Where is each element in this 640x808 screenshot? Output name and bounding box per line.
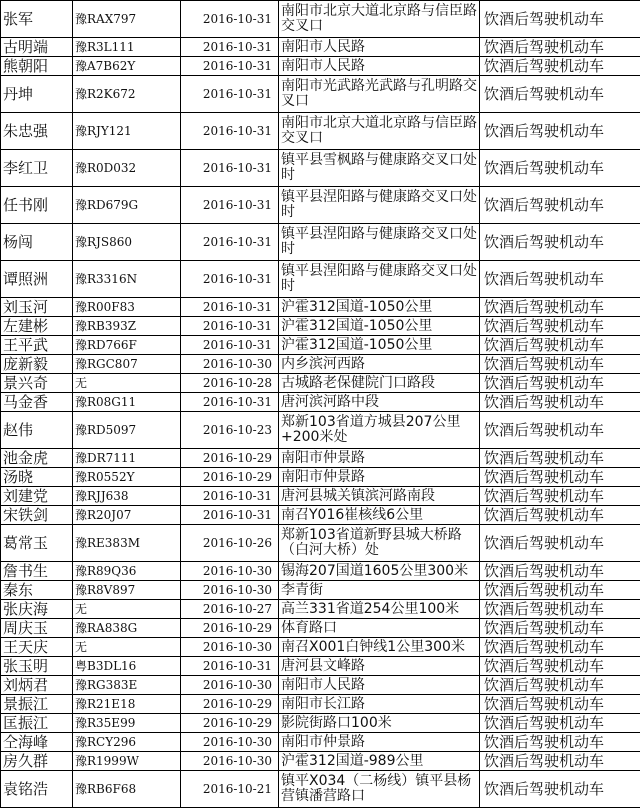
violation-type-cell: 饮酒后驾驶机动车	[480, 298, 640, 317]
location-cell: 唐河滨河路中段	[279, 393, 480, 412]
driver-name-cell: 袁铭浩	[1, 771, 73, 808]
violation-type-cell: 饮酒后驾驶机动车	[480, 562, 640, 581]
plate-number-cell: 豫R8V897	[73, 581, 181, 600]
table-row	[1, 619, 640, 638]
driver-name-cell: 刘炳君	[1, 676, 73, 695]
violation-date-cell: 2016-10-31	[181, 113, 279, 150]
plate-number-cell: 豫R3316N	[73, 261, 181, 298]
driver-name-cell: 谭照洲	[1, 261, 73, 298]
table-row	[1, 393, 640, 412]
table-row	[1, 771, 640, 808]
plate-number-cell: 豫R89Q36	[73, 562, 181, 581]
table-row	[1, 224, 640, 261]
violation-date-cell: 2016-10-30	[181, 752, 279, 771]
table-row	[1, 57, 640, 76]
plate-number-cell: 豫RA838G	[73, 619, 181, 638]
table-row	[1, 752, 640, 771]
driver-name-cell: 王平武	[1, 336, 73, 355]
violation-date-cell: 2016-10-29	[181, 695, 279, 714]
plate-number-cell: 豫R35E99	[73, 714, 181, 733]
driver-name-cell: 匡振江	[1, 714, 73, 733]
table-row	[1, 317, 640, 336]
violations-table-body	[1, 1, 640, 808]
table-row	[1, 150, 640, 187]
plate-number-cell: 豫DR7111	[73, 449, 181, 468]
location-cell: 郑新103省道新野县城大桥路（白河大桥）处	[279, 525, 480, 562]
violation-date-cell: 2016-10-31	[181, 506, 279, 525]
location-cell: 沪霍312国道-1050公里	[279, 317, 480, 336]
plate-number-cell: 无	[73, 374, 181, 393]
violation-date-cell: 2016-10-31	[181, 393, 279, 412]
violation-type-cell: 饮酒后驾驶机动车	[480, 224, 640, 261]
plate-number-cell: 豫R0552Y	[73, 468, 181, 487]
violation-type-cell: 饮酒后驾驶机动车	[480, 355, 640, 374]
violation-date-cell: 2016-10-31	[181, 187, 279, 224]
table-row	[1, 638, 640, 657]
violation-date-cell: 2016-10-31	[181, 76, 279, 113]
location-cell: 南召Y016崔核线6公里	[279, 506, 480, 525]
driver-name-cell: 汤晓	[1, 468, 73, 487]
violation-date-cell: 2016-10-31	[181, 150, 279, 187]
driver-name-cell: 周庆玉	[1, 619, 73, 638]
driver-name-cell: 景振江	[1, 695, 73, 714]
plate-number-cell: 粤B3DL16	[73, 657, 181, 676]
table-row	[1, 1, 640, 38]
driver-name-cell: 张军	[1, 1, 73, 38]
plate-number-cell: 豫R0D032	[73, 150, 181, 187]
table-row	[1, 733, 640, 752]
plate-number-cell: 豫RB6F68	[73, 771, 181, 808]
plate-number-cell: 豫R00F83	[73, 298, 181, 317]
violation-date-cell: 2016-10-31	[181, 38, 279, 57]
plate-number-cell: 豫RD5097	[73, 412, 181, 449]
driver-name-cell: 古明端	[1, 38, 73, 57]
location-cell: 南阳市人民路	[279, 676, 480, 695]
driver-name-cell: 左建彬	[1, 317, 73, 336]
location-cell: 南阳市北京大道北京路与信臣路交叉口	[279, 113, 480, 150]
violation-type-cell: 饮酒后驾驶机动车	[480, 506, 640, 525]
plate-number-cell: 豫RCY296	[73, 733, 181, 752]
table-row	[1, 468, 640, 487]
location-cell: 南阳市人民路	[279, 38, 480, 57]
location-cell: 沪霍312国道-1050公里	[279, 298, 480, 317]
location-cell: 镇平县涅阳路与健康路交叉口处时	[279, 224, 480, 261]
violation-date-cell: 2016-10-30	[181, 676, 279, 695]
driver-name-cell: 李红卫	[1, 150, 73, 187]
location-cell: 沪霍312国道-989公里	[279, 752, 480, 771]
violation-type-cell: 饮酒后驾驶机动车	[480, 1, 640, 38]
location-cell: 镇平县雪枫路与健康路交叉口处时	[279, 150, 480, 187]
plate-number-cell: 豫RJS860	[73, 224, 181, 261]
location-cell: 李青街	[279, 581, 480, 600]
violation-type-cell: 饮酒后驾驶机动车	[480, 261, 640, 298]
violation-type-cell: 饮酒后驾驶机动车	[480, 317, 640, 336]
table-row	[1, 298, 640, 317]
location-cell: 南召X001白钟线1公里300米	[279, 638, 480, 657]
driver-name-cell: 葛常玉	[1, 525, 73, 562]
table-row	[1, 695, 640, 714]
location-cell: 影院街路口100米	[279, 714, 480, 733]
violation-date-cell: 2016-10-30	[181, 562, 279, 581]
plate-number-cell: 豫R21E18	[73, 695, 181, 714]
driver-name-cell: 房久群	[1, 752, 73, 771]
violation-date-cell: 2016-10-21	[181, 771, 279, 808]
driver-name-cell: 詹书生	[1, 562, 73, 581]
driver-name-cell: 朱忠强	[1, 113, 73, 150]
driver-name-cell: 任书刚	[1, 187, 73, 224]
plate-number-cell: 豫R08G11	[73, 393, 181, 412]
violation-type-cell: 饮酒后驾驶机动车	[480, 676, 640, 695]
violation-date-cell: 2016-10-30	[181, 581, 279, 600]
violation-type-cell: 饮酒后驾驶机动车	[480, 657, 640, 676]
driver-name-cell: 景兴奇	[1, 374, 73, 393]
location-cell: 南阳市长江路	[279, 695, 480, 714]
violation-type-cell: 饮酒后驾驶机动车	[480, 733, 640, 752]
violation-date-cell: 2016-10-29	[181, 449, 279, 468]
location-cell: 镇平县涅阳路与健康路交叉口处时	[279, 187, 480, 224]
violation-type-cell: 饮酒后驾驶机动车	[480, 638, 640, 657]
violation-date-cell: 2016-10-26	[181, 525, 279, 562]
violation-type-cell: 饮酒后驾驶机动车	[480, 449, 640, 468]
violation-date-cell: 2016-10-31	[181, 57, 279, 76]
plate-number-cell: 豫RGC807	[73, 355, 181, 374]
driver-name-cell: 宋铁剑	[1, 506, 73, 525]
violation-type-cell: 饮酒后驾驶机动车	[480, 695, 640, 714]
plate-number-cell: 豫RB393Z	[73, 317, 181, 336]
driver-name-cell: 熊朝阳	[1, 57, 73, 76]
violation-date-cell: 2016-10-29	[181, 619, 279, 638]
violation-date-cell: 2016-10-31	[181, 261, 279, 298]
driver-name-cell: 刘玉河	[1, 298, 73, 317]
violation-date-cell: 2016-10-31	[181, 1, 279, 38]
plate-number-cell: 无	[73, 638, 181, 657]
driver-name-cell: 丹坤	[1, 76, 73, 113]
table-row	[1, 336, 640, 355]
table-row	[1, 374, 640, 393]
violation-type-cell: 饮酒后驾驶机动车	[480, 600, 640, 619]
violation-date-cell: 2016-10-29	[181, 468, 279, 487]
violation-type-cell: 饮酒后驾驶机动车	[480, 393, 640, 412]
table-row	[1, 76, 640, 113]
table-row	[1, 187, 640, 224]
violation-type-cell: 饮酒后驾驶机动车	[480, 525, 640, 562]
location-cell: 唐河县城关镇滨河路南段	[279, 487, 480, 506]
violation-type-cell: 饮酒后驾驶机动车	[480, 374, 640, 393]
violation-date-cell: 2016-10-31	[181, 224, 279, 261]
driver-name-cell: 张庆海	[1, 600, 73, 619]
table-row	[1, 676, 640, 695]
plate-number-cell: 豫R1999W	[73, 752, 181, 771]
table-row	[1, 525, 640, 562]
violation-date-cell: 2016-10-28	[181, 374, 279, 393]
driver-name-cell: 仝海峰	[1, 733, 73, 752]
driver-name-cell: 赵伟	[1, 412, 73, 449]
location-cell: 南阳市仲景路	[279, 733, 480, 752]
driver-name-cell: 马金香	[1, 393, 73, 412]
table-row	[1, 449, 640, 468]
violation-date-cell: 2016-10-27	[181, 600, 279, 619]
location-cell: 唐河县文峰路	[279, 657, 480, 676]
location-cell: 南阳市仲景路	[279, 468, 480, 487]
violation-date-cell: 2016-10-30	[181, 638, 279, 657]
location-cell: 郑新103省道方城县207公里+200米处	[279, 412, 480, 449]
location-cell: 南阳市人民路	[279, 57, 480, 76]
location-cell: 体育路口	[279, 619, 480, 638]
violation-type-cell: 饮酒后驾驶机动车	[480, 752, 640, 771]
location-cell: 锡海207国道1605公里300米	[279, 562, 480, 581]
violation-type-cell: 饮酒后驾驶机动车	[480, 714, 640, 733]
table-row	[1, 487, 640, 506]
violation-date-cell: 2016-10-31	[181, 336, 279, 355]
violation-type-cell: 饮酒后驾驶机动车	[480, 336, 640, 355]
table-row	[1, 562, 640, 581]
plate-number-cell: 豫RG383E	[73, 676, 181, 695]
table-row	[1, 714, 640, 733]
violation-date-cell: 2016-10-30	[181, 355, 279, 374]
table-row	[1, 657, 640, 676]
plate-number-cell: 豫R20J07	[73, 506, 181, 525]
location-cell: 南阳市光武路光武路与孔明路交叉口	[279, 76, 480, 113]
violation-type-cell: 饮酒后驾驶机动车	[480, 619, 640, 638]
plate-number-cell: 豫RJJ638	[73, 487, 181, 506]
plate-number-cell: 无	[73, 600, 181, 619]
table-row	[1, 581, 640, 600]
plate-number-cell: 豫A7B62Y	[73, 57, 181, 76]
violation-date-cell: 2016-10-31	[181, 317, 279, 336]
violation-type-cell: 饮酒后驾驶机动车	[480, 581, 640, 600]
driver-name-cell: 庞新毅	[1, 355, 73, 374]
plate-number-cell: 豫RD679G	[73, 187, 181, 224]
violation-type-cell: 饮酒后驾驶机动车	[480, 412, 640, 449]
table-row	[1, 412, 640, 449]
violation-date-cell: 2016-10-23	[181, 412, 279, 449]
table-row	[1, 355, 640, 374]
location-cell: 古城路老保健院门口路段	[279, 374, 480, 393]
table-row	[1, 506, 640, 525]
location-cell: 镇平X034（二杨线）镇平县杨营镇潘营路口	[279, 771, 480, 808]
violation-type-cell: 饮酒后驾驶机动车	[480, 468, 640, 487]
location-cell: 内乡滨河西路	[279, 355, 480, 374]
location-cell: 南阳市北京大道北京路与信臣路交叉口	[279, 1, 480, 38]
driver-name-cell: 杨闯	[1, 224, 73, 261]
plate-number-cell: 豫RJY121	[73, 113, 181, 150]
violation-type-cell: 饮酒后驾驶机动车	[480, 38, 640, 57]
table-row	[1, 113, 640, 150]
violation-type-cell: 饮酒后驾驶机动车	[480, 150, 640, 187]
driver-name-cell: 张玉明	[1, 657, 73, 676]
table-row	[1, 600, 640, 619]
violation-date-cell: 2016-10-29	[181, 714, 279, 733]
plate-number-cell: 豫RD766F	[73, 336, 181, 355]
location-cell: 南阳市仲景路	[279, 449, 480, 468]
table-row	[1, 38, 640, 57]
plate-number-cell: 豫R3L111	[73, 38, 181, 57]
violation-type-cell: 饮酒后驾驶机动车	[480, 113, 640, 150]
plate-number-cell: 豫RAX797	[73, 1, 181, 38]
driver-name-cell: 刘建党	[1, 487, 73, 506]
driver-name-cell: 秦东	[1, 581, 73, 600]
violation-type-cell: 饮酒后驾驶机动车	[480, 76, 640, 113]
driver-name-cell: 池金虎	[1, 449, 73, 468]
violation-type-cell: 饮酒后驾驶机动车	[480, 771, 640, 808]
violation-type-cell: 饮酒后驾驶机动车	[480, 187, 640, 224]
plate-number-cell: 豫RE383M	[73, 525, 181, 562]
violation-type-cell: 饮酒后驾驶机动车	[480, 57, 640, 76]
violation-date-cell: 2016-10-31	[181, 487, 279, 506]
location-cell: 镇平县涅阳路与健康路交叉口处时	[279, 261, 480, 298]
violation-date-cell: 2016-10-31	[181, 657, 279, 676]
violation-type-cell: 饮酒后驾驶机动车	[480, 487, 640, 506]
violation-date-cell: 2016-10-31	[181, 298, 279, 317]
driver-name-cell: 王天庆	[1, 638, 73, 657]
violation-date-cell: 2016-10-30	[181, 733, 279, 752]
location-cell: 高兰331省道254公里100米	[279, 600, 480, 619]
table-row	[1, 261, 640, 298]
location-cell: 沪霍312国道-1050公里	[279, 336, 480, 355]
plate-number-cell: 豫R2K672	[73, 76, 181, 113]
